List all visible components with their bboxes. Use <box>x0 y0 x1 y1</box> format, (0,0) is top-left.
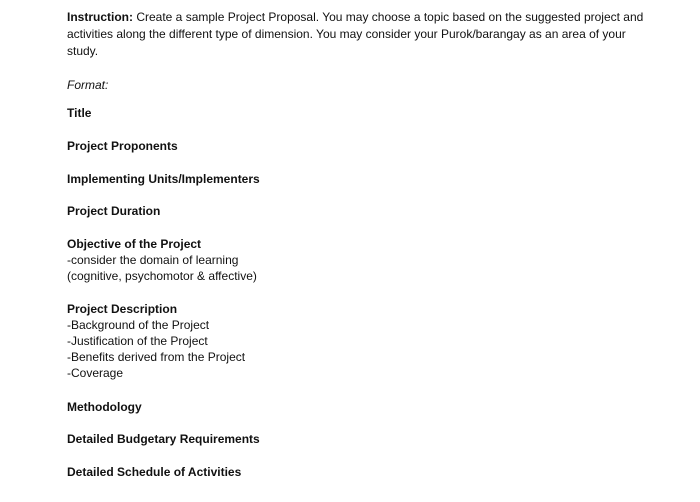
section-heading: Title <box>67 106 92 120</box>
document-page <box>67 9 652 479</box>
section-detail: -Benefits derived from the Project <box>67 350 246 364</box>
section-title-block <box>67 105 91 121</box>
section-detail: -Background of the Project <box>67 318 210 332</box>
section-detail: (cognitive, psychomotor & affective) <box>67 269 257 283</box>
section-heading: Project Proponents <box>67 139 178 153</box>
format-label: Format: <box>67 78 109 92</box>
instruction-paragraph <box>67 9 652 60</box>
section-heading: Methodology <box>67 400 142 414</box>
section-schedule <box>67 464 241 480</box>
section-heading: Project Description <box>67 302 178 316</box>
section-detail: -Justification of the Project <box>67 334 208 348</box>
section-detail: -Coverage <box>67 366 124 380</box>
section-proponents <box>67 138 178 154</box>
section-detail: -consider the domain of learning <box>67 253 239 267</box>
instruction-label: Instruction: <box>67 10 133 24</box>
section-objective <box>67 236 257 284</box>
section-methodology <box>67 399 142 415</box>
section-heading: Implementing Units/Implementers <box>67 172 260 186</box>
section-heading: Detailed Budgetary Requirements <box>67 432 260 446</box>
section-heading: Project Duration <box>67 204 161 218</box>
section-heading: Objective of the Project <box>67 237 202 251</box>
section-duration <box>67 203 160 219</box>
section-implementers <box>67 171 260 187</box>
section-budget <box>67 431 260 447</box>
section-description <box>67 301 245 381</box>
section-heading: Detailed Schedule of Activities <box>67 465 242 479</box>
instruction-text: Create a sample Project Proposal. You may choose a topic based on the suggested project and activities along the different type of dimension. You may consider your Purok/barangay as an area of your study. <box>67 10 644 58</box>
